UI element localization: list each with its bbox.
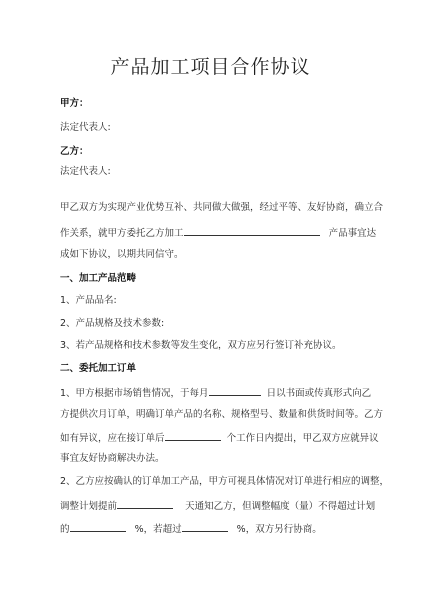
section-1-item-2: 2、产品规格及技术参数: bbox=[60, 318, 165, 329]
section-2-p2-line-1: 2、乙方应按确认的订单加工产品，甲方可视具体情况对订单进行相应的调整， bbox=[60, 476, 390, 487]
section-1-item-1: 1、产品品名: bbox=[60, 295, 117, 306]
monthly-day-blank bbox=[209, 385, 261, 396]
p1-line-1-end: 日以书面或传真形式向乙 bbox=[266, 388, 372, 399]
section-1-heading: 一、加工产品范畴 bbox=[60, 273, 137, 284]
intro-line-1: 甲乙双方为实现产业优势互补、共同做大做强，经过平等、友好协商，确立合 bbox=[60, 202, 384, 213]
section-2-p1-line-4: 事宜友好协商解决办法。 bbox=[60, 453, 165, 464]
section-2-p1-line-1 bbox=[60, 385, 383, 401]
advance-days-blank bbox=[117, 498, 173, 509]
adjust-percent-blank bbox=[70, 521, 126, 532]
section-2-p2-line-3 bbox=[60, 521, 383, 537]
section-2-p1-line-3 bbox=[60, 430, 383, 446]
section-2-heading: 二、委托加工订单 bbox=[60, 363, 137, 374]
p2-line-2-end: 天通知乙方，但调整幅度（量）不得超过计划 bbox=[185, 501, 376, 512]
intro-line-2 bbox=[60, 225, 383, 241]
p2-line-3-end: %，双方另行协商。 bbox=[236, 524, 322, 535]
party-a-label: 甲方： bbox=[60, 98, 89, 109]
section-1-item-3: 3、若产品规格和技术参数等发生变化，双方应另行签订补充协议。 bbox=[60, 340, 342, 351]
product-name-blank bbox=[184, 225, 320, 236]
working-days-blank bbox=[165, 430, 221, 441]
party-a-representative: 法定代表人: bbox=[60, 122, 111, 133]
p1-line-3-start: 如有异议，应在接订单后 bbox=[60, 433, 165, 444]
intro-line-3: 成如下协议，以期共同信守。 bbox=[60, 249, 184, 260]
document-title: 产品加工项目合作协议 bbox=[110, 56, 311, 78]
exceed-percent-blank bbox=[182, 521, 228, 532]
party-b-label: 乙方： bbox=[60, 146, 89, 157]
p2-line-3-start: 的 bbox=[60, 524, 70, 535]
p1-line-3-end: 个工作日内提出，甲乙双方应就异议 bbox=[226, 433, 379, 444]
intro-line-2-end: 产品事宜达 bbox=[328, 228, 377, 239]
party-b-representative: 法定代表人: bbox=[60, 166, 111, 177]
p2-line-2-start: 调整计划提前 bbox=[60, 501, 118, 512]
p2-line-3-mid: %，若超过 bbox=[134, 524, 182, 535]
section-2-p1-line-2: 方提供次月订单，明确订单产品的名称、规格型号、数量和供货时间等。乙方 bbox=[60, 409, 384, 420]
p1-line-1-start: 1、甲方根据市场销售情况，于每月 bbox=[60, 388, 209, 399]
intro-line-2-start: 作关系，就甲方委托乙方加工 bbox=[60, 228, 184, 239]
section-2-p2-line-2 bbox=[60, 498, 383, 514]
